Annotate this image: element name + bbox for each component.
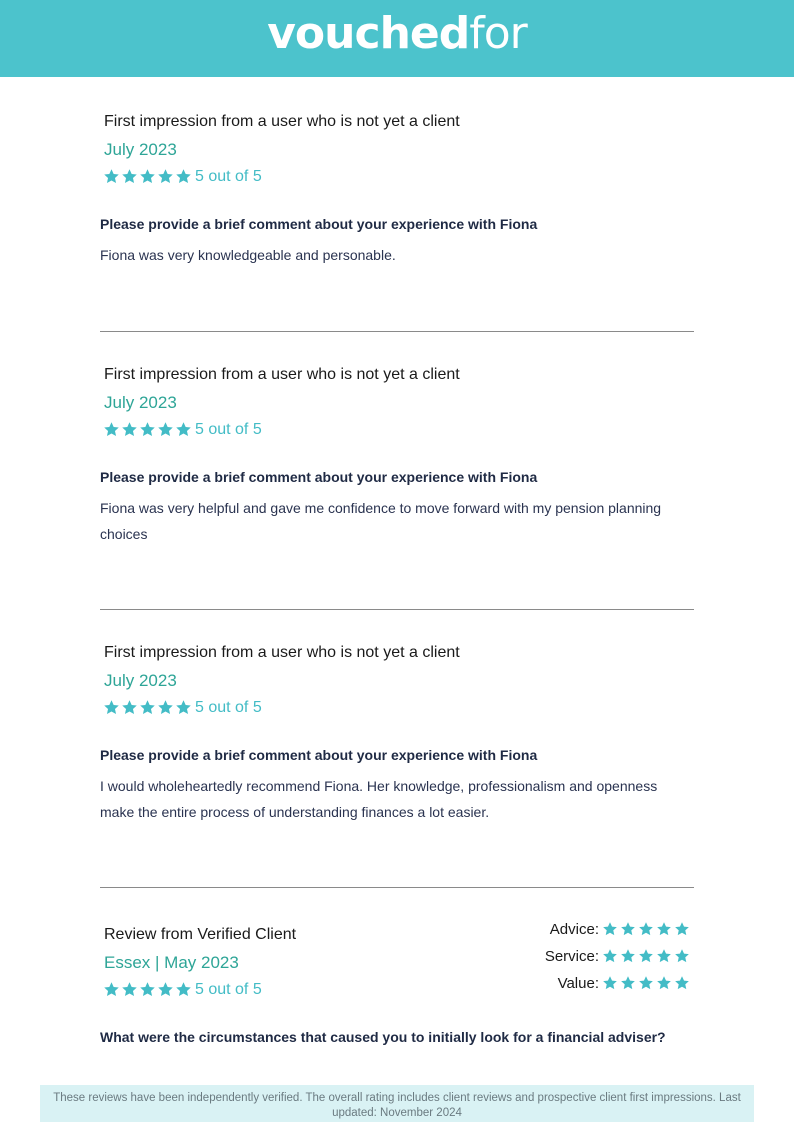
star-icon [103, 421, 120, 438]
rating-text: 5 out of 5 [195, 421, 262, 438]
star-icon [656, 921, 672, 937]
review-question: What were the circumstances that caused you to initially look for a financial adviser? [100, 1029, 666, 1045]
star-icon [157, 421, 174, 438]
review-comment: I would wholeheartedly recommend Fiona. Her knowledge, professionalism and openness make the entire process of understanding finances a lot easier. [100, 778, 658, 820]
review-question: Please provide a brief comment about your experience with Fiona [100, 216, 538, 232]
star-icon [157, 699, 174, 716]
review-date: July 2023 [104, 393, 177, 412]
review-title: First impression from a user who is not yet a client [104, 644, 460, 661]
star-icon [620, 975, 636, 991]
verification-footer [40, 1085, 754, 1122]
score-label: Service: [544, 947, 599, 965]
star-icon [103, 168, 120, 185]
review-date: July 2023 [104, 671, 177, 690]
review-comment: Fiona was very knowledgeable and personable. [100, 247, 396, 263]
star-icon [674, 975, 690, 991]
score-advice [480, 920, 692, 947]
star-icon [638, 948, 654, 964]
star-rating [103, 981, 193, 999]
review-divider [100, 331, 694, 332]
review-divider [100, 887, 694, 888]
star-icon [175, 168, 192, 185]
star-icon [602, 975, 618, 991]
star-rating [103, 168, 193, 186]
rating-text: 5 out of 5 [195, 168, 262, 185]
star-icon [602, 921, 618, 937]
review-title: First impression from a user who is not yet a client [104, 113, 460, 130]
category-scores [480, 920, 692, 1001]
star-icon [674, 948, 690, 964]
rating-text: 5 out of 5 [195, 699, 262, 716]
star-icon [638, 921, 654, 937]
star-icon [121, 421, 138, 438]
star-icon [656, 975, 672, 991]
star-icon [139, 699, 156, 716]
page-header [0, 0, 794, 77]
star-icon [602, 948, 618, 964]
review-title: Review from Verified Client [104, 926, 297, 943]
vouchedfor-logo [0, 6, 794, 62]
review-rating [103, 699, 262, 719]
star-icon [175, 699, 192, 716]
review-title: First impression from a user who is not yet a client [104, 366, 460, 383]
star-icon [674, 921, 690, 937]
score-service [480, 947, 692, 974]
star-icon [638, 975, 654, 991]
review-comment: Fiona was very helpful and gave me confidence to move forward with my pension planning choices [100, 500, 662, 542]
score-label: Value: [557, 974, 599, 992]
star-icon [121, 699, 138, 716]
star-icon [157, 981, 174, 998]
review-rating [103, 168, 262, 188]
star-icon [175, 421, 192, 438]
star-icon [620, 921, 636, 937]
star-icon [139, 421, 156, 438]
score-label: Advice: [549, 920, 599, 938]
star-icon [157, 168, 174, 185]
rating-text: 5 out of 5 [195, 981, 262, 998]
review-date: July 2023 [104, 140, 177, 159]
star-icon [139, 168, 156, 185]
star-rating [602, 920, 692, 938]
review-question: Please provide a brief comment about your experience with Fiona [100, 747, 538, 763]
star-icon [121, 168, 138, 185]
review-rating [103, 981, 262, 1001]
star-icon [656, 948, 672, 964]
star-icon [620, 948, 636, 964]
star-icon [103, 699, 120, 716]
logo-light-text: for [469, 8, 527, 59]
review-divider [100, 609, 694, 610]
star-icon [103, 981, 120, 998]
star-icon [139, 981, 156, 998]
star-rating [602, 974, 692, 992]
star-rating [103, 421, 193, 439]
logo-bold-text: vouched [267, 8, 470, 59]
star-icon [121, 981, 138, 998]
footer-text: These reviews have been independently verified. The overall rating includes client reviews and prospective client first impressions. Last updated: November 2024 [53, 1092, 741, 1119]
review-date: Essex | May 2023 [104, 953, 239, 972]
star-rating [602, 947, 692, 965]
score-value [480, 974, 692, 1001]
star-icon [175, 981, 192, 998]
review-rating [103, 421, 262, 441]
review-question: Please provide a brief comment about your experience with Fiona [100, 469, 538, 485]
star-rating [103, 699, 193, 717]
